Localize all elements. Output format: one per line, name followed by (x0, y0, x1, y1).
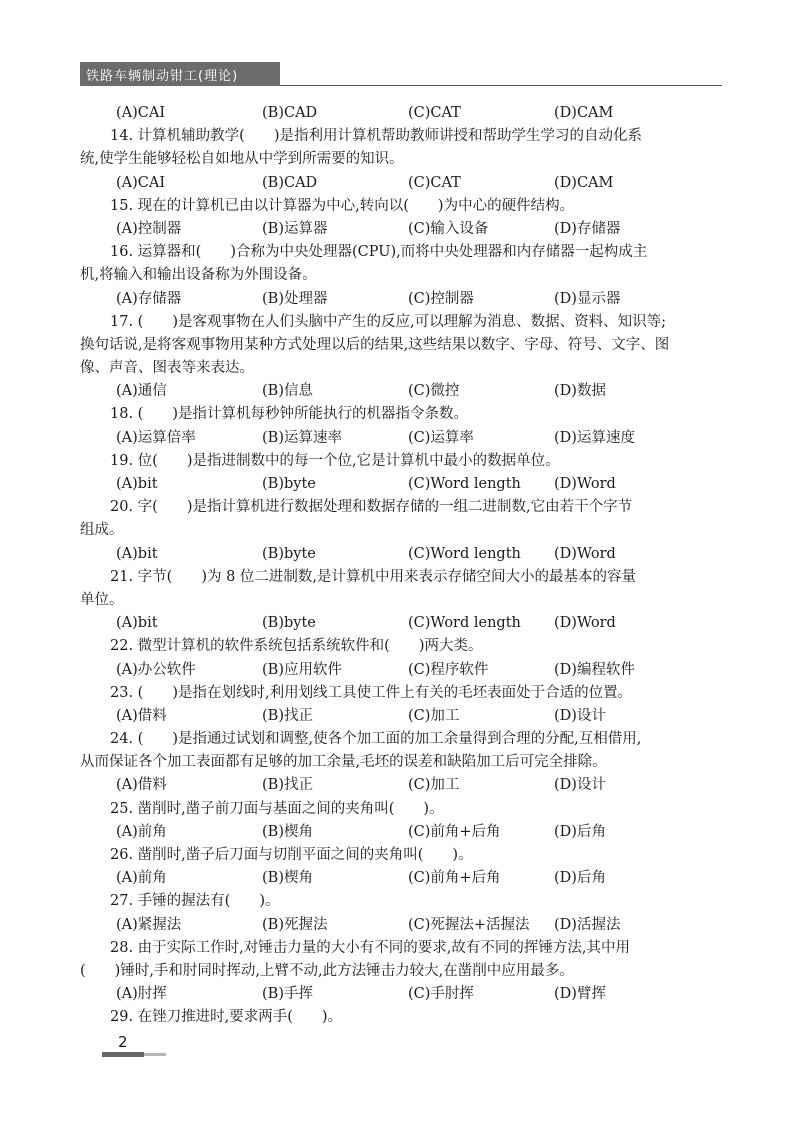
option-row (80, 543, 722, 566)
option-a: (A)前角 (116, 823, 167, 840)
option-c: (C)程序软件 (408, 661, 489, 678)
option-a: (A)控制器 (116, 220, 182, 237)
book-title: 铁路车辆制动钳工(理论) (86, 69, 239, 84)
question-text: 25. 凿削时,凿子前刀面与基面之间的夹角叫( )。 (110, 800, 444, 817)
question-continuation: 从而保证各个加工表面都有足够的加工余量,毛坯的误差和缺陷加工后可完全排除。 (80, 754, 607, 771)
option-c: (C)前角+后角 (408, 823, 501, 840)
option-c: (C)控制器 (408, 290, 474, 307)
option-c: (C)CAT (408, 174, 461, 191)
question-continuation: ( )锤时,手和肘同时挥动,上臂不动,此方法锤击力较大,在凿削中应用最多。 (80, 962, 574, 979)
question-text: 26. 凿削时,凿子后刀面与切削平面之间的夹角叫( )。 (110, 847, 473, 863)
option-d: (D)后角 (554, 823, 606, 840)
option-row (80, 218, 722, 241)
option-d: (D)存储器 (554, 220, 621, 237)
option-a: (A)借料 (116, 777, 167, 794)
option-b: (B)byte (262, 476, 316, 492)
option-row (80, 914, 722, 937)
option-row (80, 659, 722, 682)
question-text: 15. 现在的计算机已由以计算器为中心,转向以( )为中心的硬件结构。 (110, 197, 575, 214)
option-d: (D)CAM (554, 174, 614, 191)
option-c: (C)前角+后角 (408, 870, 501, 887)
option-a: (A)存储器 (116, 290, 182, 307)
option-b: (B)楔角 (262, 870, 313, 887)
running-header (80, 62, 722, 86)
option-row (80, 983, 722, 1006)
option-d: (D)Word (554, 545, 616, 562)
option-d: (D)数据 (554, 383, 606, 400)
option-a: (A)前角 (116, 870, 167, 887)
question-text: 21. 字节( )为 8 位二进制数,是计算机中用来表示存储空间大小的最基本的容量 (110, 568, 637, 585)
option-a: (A)紧握法 (116, 916, 182, 933)
option-c: (C)加工 (408, 777, 460, 794)
option-row (80, 774, 722, 797)
option-b: (B)死握法 (262, 916, 328, 933)
question-text: 18. ( )是指计算机每秒钟所能执行的机器指令条数。 (110, 406, 468, 423)
option-row (80, 172, 722, 195)
option-a: (A)运算倍率 (116, 429, 196, 446)
option-d: (D)Word (554, 615, 616, 632)
option-row (80, 288, 722, 311)
question-continuation: 换句话说,是将客观事物用某种方式处理以后的结果,这些结果以数字、字母、符号、文字、图 (80, 336, 670, 353)
question-text: 20. 字( )是指计算机进行数据处理和数据存储的一组二进制数,它由若干个字节 (110, 499, 633, 516)
option-b: (B)手挥 (262, 986, 313, 1003)
option-b: (B)byte (262, 545, 316, 562)
option-row (80, 427, 722, 450)
option-c: (C)微控 (408, 383, 460, 400)
question-text: 14. 计算机辅助教学( )是指利用计算机帮助教师讲授和帮助学生学习的自动化系 (110, 128, 642, 145)
option-d: (D)编程软件 (554, 661, 635, 678)
option-row (80, 867, 722, 890)
option-b: (B)运算速率 (262, 429, 342, 446)
option-c: (C)Word length (408, 545, 521, 562)
question-text: 17. ( )是客观事物在人们头脑中产生的反应,可以理解为消息、数据、资料、知识等; (110, 313, 666, 330)
question-text: 19. 位( )是指进制数中的每一个位,它是计算机中最小的数据单位。 (110, 452, 560, 469)
option-b: (B)运算器 (262, 220, 328, 237)
option-a: (A)办公软件 (116, 661, 196, 678)
option-b: (B)找正 (262, 707, 313, 724)
option-d: (D)CAM (554, 105, 614, 121)
option-c: (C)Word length (408, 476, 521, 492)
option-c: (C)CAT (408, 105, 461, 121)
option-d: (D)显示器 (554, 290, 621, 307)
option-d: (D)设计 (554, 777, 606, 794)
question-text: 16. 运算器和( )合称为中央处理器(CPU),而将中央处理器和内存储器一起构成主 (110, 244, 648, 261)
question-text: 24. ( )是指通过试划和调整,使各个加工面的加工余量得到合理的分配,互相借用, (110, 731, 642, 748)
question-continuation: 统,使学生能够轻松自如地从中学到所需要的知识。 (80, 151, 404, 168)
option-d: (D)臂挥 (554, 986, 606, 1003)
footer-bar-light (144, 1053, 166, 1056)
question-text: 28. 由于实际工作时,对锤击力量的大小有不同的要求,故有不同的挥锤方法,其中用 (110, 939, 630, 956)
option-d: (D)后角 (554, 870, 606, 887)
option-a: (A)借料 (116, 707, 167, 724)
option-row (80, 473, 722, 496)
option-b: (B)byte (262, 615, 316, 632)
question-continuation: 组成。 (80, 522, 124, 539)
option-b: (B)楔角 (262, 823, 313, 840)
page-number: 2 (118, 1033, 128, 1051)
option-b: (B)信息 (262, 383, 313, 400)
option-d: (D)Word (554, 476, 616, 492)
option-row (80, 102, 722, 125)
option-a: (A)bit (116, 545, 158, 562)
option-a: (A)肘挥 (116, 986, 167, 1003)
question-continuation: 机,将输入和输出设备称为外围设备。 (80, 267, 317, 284)
option-a: (A)CAI (116, 174, 166, 191)
option-b: (B)找正 (262, 777, 313, 794)
option-b: (B)CAD (262, 105, 318, 121)
option-row (80, 821, 722, 844)
question-text: 29. 在锉刀推进时,要求两手( )。 (110, 1009, 343, 1026)
option-a: (A)bit (116, 476, 158, 492)
option-c: (C)死握法+活握法 (408, 916, 530, 933)
option-c: (C)加工 (408, 707, 460, 724)
option-d: (D)活握法 (554, 916, 621, 933)
option-c: (C)运算率 (408, 429, 474, 446)
option-b: (B)应用软件 (262, 661, 342, 678)
option-b: (B)CAD (262, 174, 318, 191)
question-list (80, 102, 722, 1030)
option-a: (A)bit (116, 615, 158, 632)
question-text: 27. 手锤的握法有( )。 (110, 893, 280, 910)
option-row (80, 612, 722, 635)
option-d: (D)设计 (554, 707, 606, 724)
question-text: 23. ( )是指在划线时,利用划线工具使工件上有关的毛坯表面处于合适的位置。 (110, 684, 633, 701)
option-d: (D)运算速度 (554, 429, 635, 446)
question-continuation: 单位。 (80, 591, 124, 608)
option-a: (A)CAI (116, 105, 166, 121)
option-row (80, 380, 722, 403)
question-continuation: 像、声音、图表等来表达。 (80, 360, 254, 377)
header-bar (80, 62, 280, 86)
question-text: 22. 微型计算机的软件系统包括系统软件和( )两大类。 (110, 638, 483, 655)
header-rule (280, 85, 722, 86)
option-c: (C)输入设备 (408, 220, 489, 237)
option-b: (B)处理器 (262, 290, 328, 307)
option-c: (C)Word length (408, 615, 521, 632)
option-row (80, 705, 722, 728)
option-c: (C)手肘挥 (408, 986, 474, 1003)
option-a: (A)通信 (116, 383, 167, 400)
footer-bar (102, 1052, 144, 1057)
